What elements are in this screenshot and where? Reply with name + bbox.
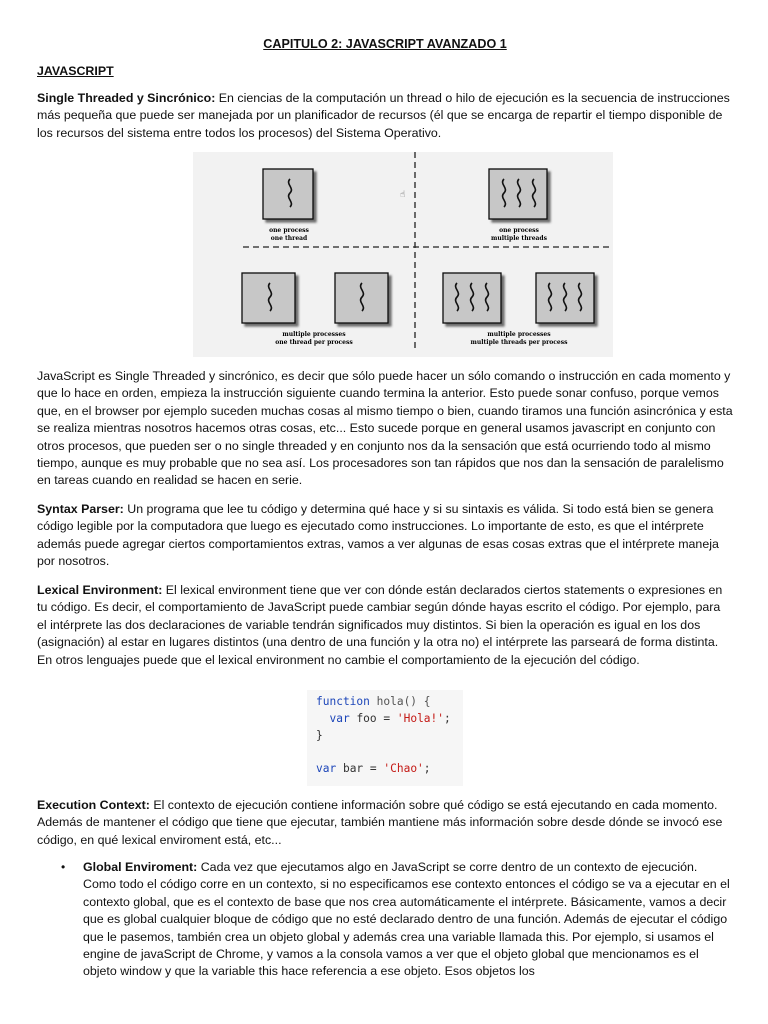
paragraph-text: En ciencias de la computación un thread o hilo de ejecución es la secuencia de instrucciones más pequeña que puede ser manejada por un planificador de recursos (él que se encarga de repartir el tiempo disponible de los recursos del sistema entre todos los procesos) del Sistema Operativo. (37, 91, 730, 140)
paragraph-syntax-parser (37, 501, 733, 571)
term-global-environment: Global Enviroment: (83, 860, 198, 874)
section-heading: JAVASCRIPT (37, 64, 114, 78)
paragraph-lexical-environment (37, 582, 733, 669)
paragraph-text: El contexto de ejecución contiene información sobre qué código se está ejecutando en cada momento. Además de mantener el código que tiene que ejecutar, también mantiene más información sobre desde dónde se invocó ese código, en qué lexical enviroment está, etc... (37, 798, 723, 847)
term-single-threaded: Single Threaded y Sincrónico: (37, 91, 216, 105)
diagram-label: multiple threads (491, 235, 547, 242)
paragraph-text: Cada vez que ejecutamos algo en JavaScript se corre dentro de un contexto de ejecución. Como todo el código corre en un contexto, si no especificamos ese contexto entonces el código se va a ejecutar en el contexto global, que es el contexto de base que nos crea automáticamente el intérprete. Básicamente, vamos a decir que es global cualquier bloque de código que no esté declarado dentro de una función. Además de ejecutar el código que le pasemos, también crea un objeto global y además crea una variable llamada this. Por ejemplo, si usamos el engine de javaScript de Chrome, y vamos a la consola vamos a ver que el objeto global que mencionamos es el objeto window y que la variable this hace referencia a ese objeto. Esos objetos los (83, 860, 730, 979)
chapter-title: CAPITULO 2: JAVASCRIPT AVANZADO 1 (263, 37, 507, 51)
term-syntax-parser: Syntax Parser: (37, 502, 124, 516)
diagram-label: one process (269, 227, 309, 234)
term-lexical-environment: Lexical Environment: (37, 583, 163, 597)
paragraph-text: Un programa que lee tu código y determina qué hace y si su sintaxis es válida. Si todo está bien se genera código legible por la computadora que luego es ejecutado como instrucciones. Lo importante de esto, es que el intérprete además puede agregar ciertos comportamientos extras, vamos a ver algunas de esas cosas extras que el intérprete maneja por nosotros. (37, 502, 719, 569)
hand-cursor-icon: ☝ (400, 190, 406, 200)
paragraph-execution-context (37, 797, 733, 849)
threads-diagram (193, 152, 613, 357)
process-box-one-thread (263, 169, 313, 219)
diagram-label: multiple threads per process (470, 339, 568, 346)
bullet-text (83, 859, 733, 981)
diagram-label: multiple processes (487, 331, 551, 338)
bullet-dot-icon: • (61, 860, 66, 874)
paragraph-text: El lexical environment tiene que ver con dónde están declarados ciertos statements o expresiones en tu código. Es decir, el comportamiento de JavaScript puede cambiar según dónde hayas escrito el código. Por ejemplo, para el intérprete las dos declaraciones de variable tendrán significados muy distintos. Si bien la operación es igual en los dos (asignación) al estar en lugares distintos (una dentro de una función y la otra no) el intérprete las parseará de forma distinta. En otros lenguajes puede que el lexical environment no cambie el comportamiento de la ejecución del código. (37, 583, 723, 667)
code-snippet: function hola() { var foo = 'Hola!'; } var bar = 'Chao'; (307, 690, 463, 786)
diagram-label: one process (499, 227, 539, 234)
diagram-label: one thread per process (275, 339, 353, 346)
term-execution-context: Execution Context: (37, 798, 150, 812)
paragraph-single-threaded (37, 90, 733, 142)
diagram-label: multiple processes (282, 331, 346, 338)
paragraph-javascript-single-threaded: JavaScript es Single Threaded y sincrónico, es decir que sólo puede hacer un sólo comando o instrucción en cada momento y que lo hace en orden, empieza la instrucción siguiente cuando termina la anterior. Esto puede sonar confuso, porque vemos que, en el browser por ejemplo suceden muchas cosas al mismo tiempo o bien, cuando tiramos una función asincrónica y esta se realiza mientras nosotros hacemos otras cosas, etc... Esto sucede porque en general usamos javascript en conjunto con otros procesos, que pueden ser o no single threaded y en conjunto nos da la sensación que está ocurriendo todo al mismo tiempo, aunque es muy probable que no sea así. Los procesadores son tan rápidos que nos dan la sensación de paralelismo en tareas cuando en realidad se hacen en serie. (37, 369, 733, 488)
diagram-label: one thread (270, 235, 308, 242)
